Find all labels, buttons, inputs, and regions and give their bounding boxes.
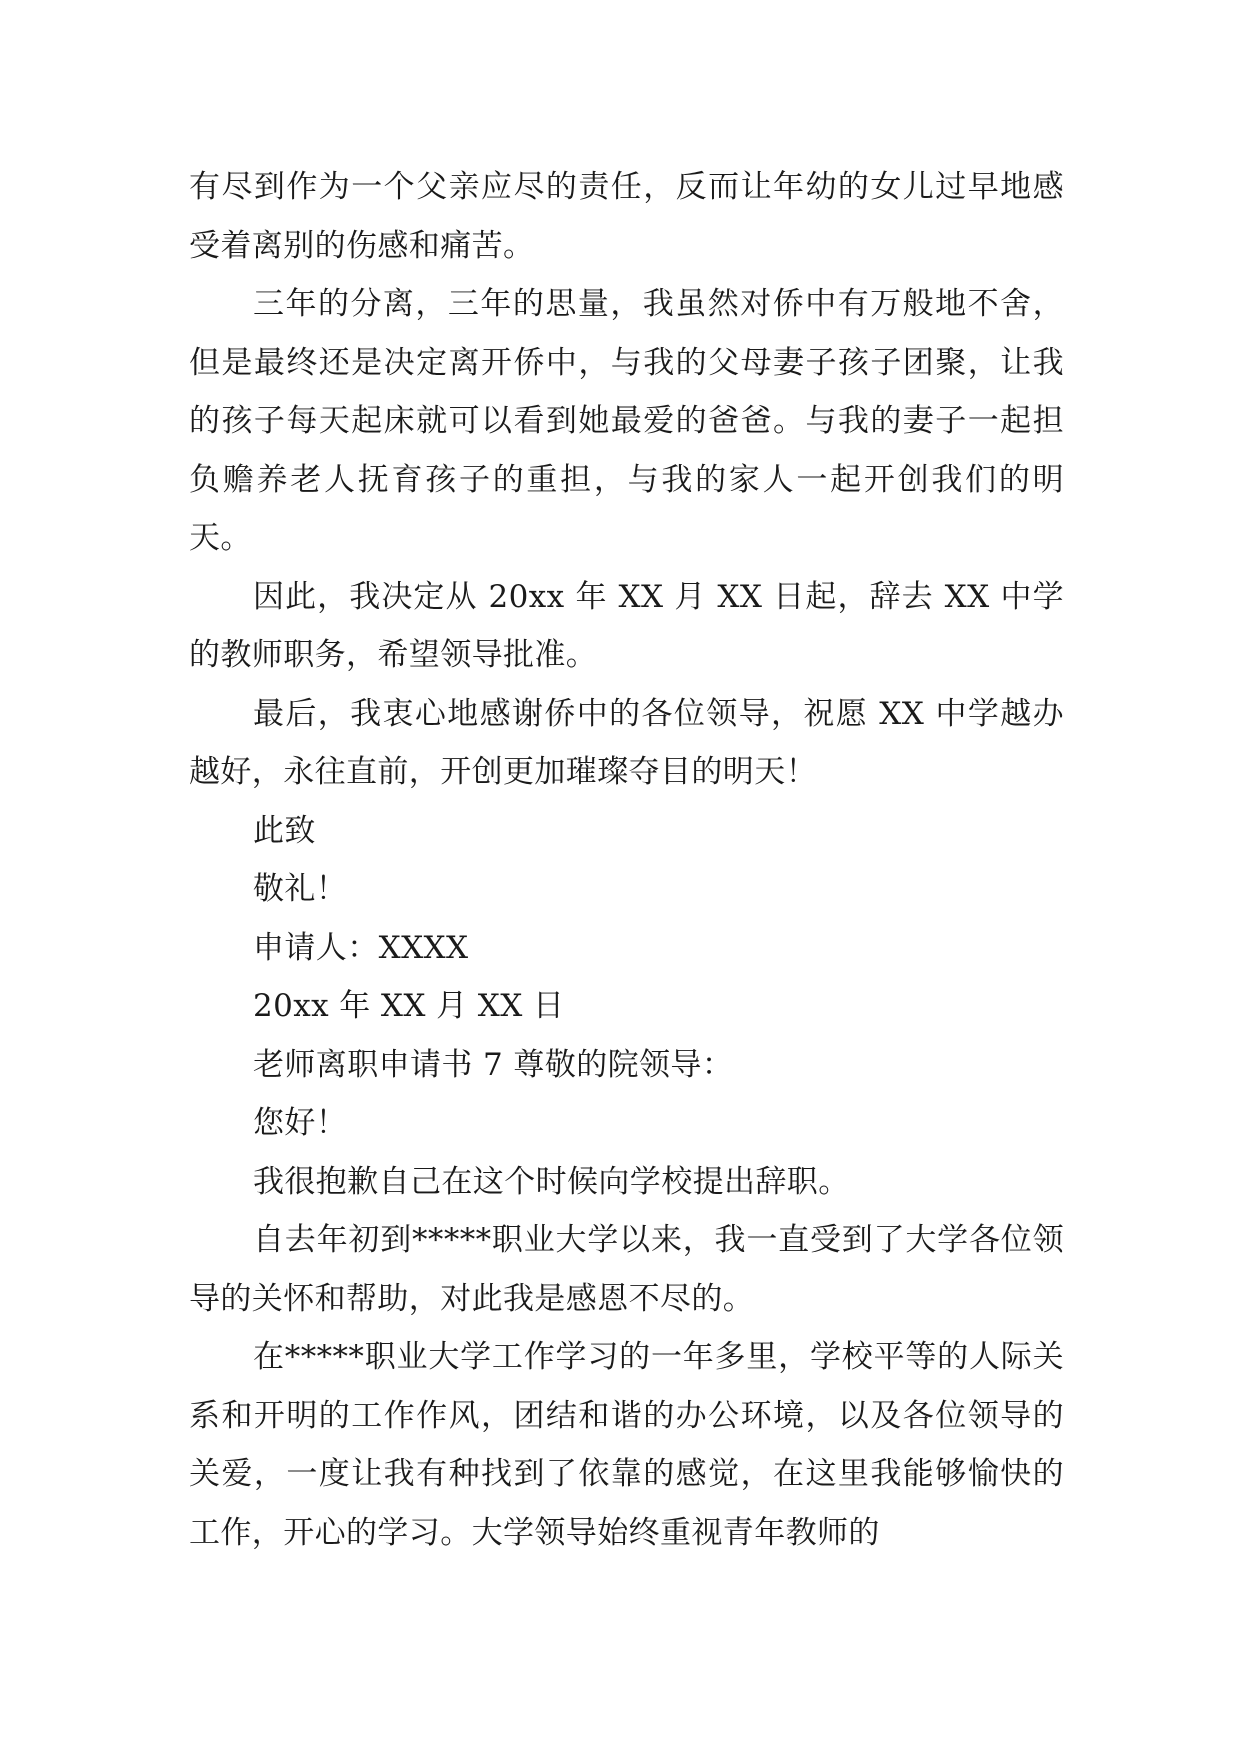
paragraph-4: 最后，我衷心地感谢侨中的各位领导，祝愿 XX 中学越办越好，永往直前，开创更加璀璨夺目的明天！ [189, 695, 1064, 790]
paragraph-1: 有尽到作为一个父亲应尽的责任，反而让年幼的女儿过早地感受着离别的伤感和痛苦。 [189, 169, 1064, 264]
applicant-line: 申请人：XXXX [253, 929, 469, 966]
paragraph-apology: 我很抱歉自己在这个时候向学校提出辞职。 [253, 1163, 850, 1200]
paragraph-gratitude: 自去年初到*****职业大学以来，我一直受到了大学各位领导的关怀和帮助，对此我是感恩不尽的。 [189, 1222, 1064, 1317]
closing-regards: 敬礼！ [253, 871, 348, 907]
document-body [189, 158, 1064, 1562]
date-line: 20xx 年 XX 月 XX 日 [253, 988, 565, 1024]
paragraph-experience: 在*****职业大学工作学习的一年多里，学校平等的人际关系和开明的工作作风，团结和谐的办公环境，以及各位领导的关爱，一度让我有种找到了依靠的感觉，在这里我能够愉快的工作，开心的学习。大学领导始终重视青年教师的 [189, 1339, 1064, 1551]
greeting: 您好！ [253, 1105, 348, 1141]
section-heading: 老师离职申请书 7 尊敬的院领导： [253, 1046, 734, 1083]
closing-salutation: 此致 [253, 812, 316, 849]
paragraph-2: 三年的分离，三年的思量，我虽然对侨中有万般地不舍，但是最终还是决定离开侨中，与我的父母妻子孩子团聚，让我的孩子每天起床就可以看到她最爱的爸爸。与我的妻子一起担负赡养老人抚育孩子的重担，与我的家人一起开创我们的明天。 [189, 286, 1064, 556]
paragraph-3: 因此，我决定从 20xx 年 XX 月 XX 日起，辞去 XX 中学的教师职务，希望领导批准。 [189, 578, 1064, 673]
